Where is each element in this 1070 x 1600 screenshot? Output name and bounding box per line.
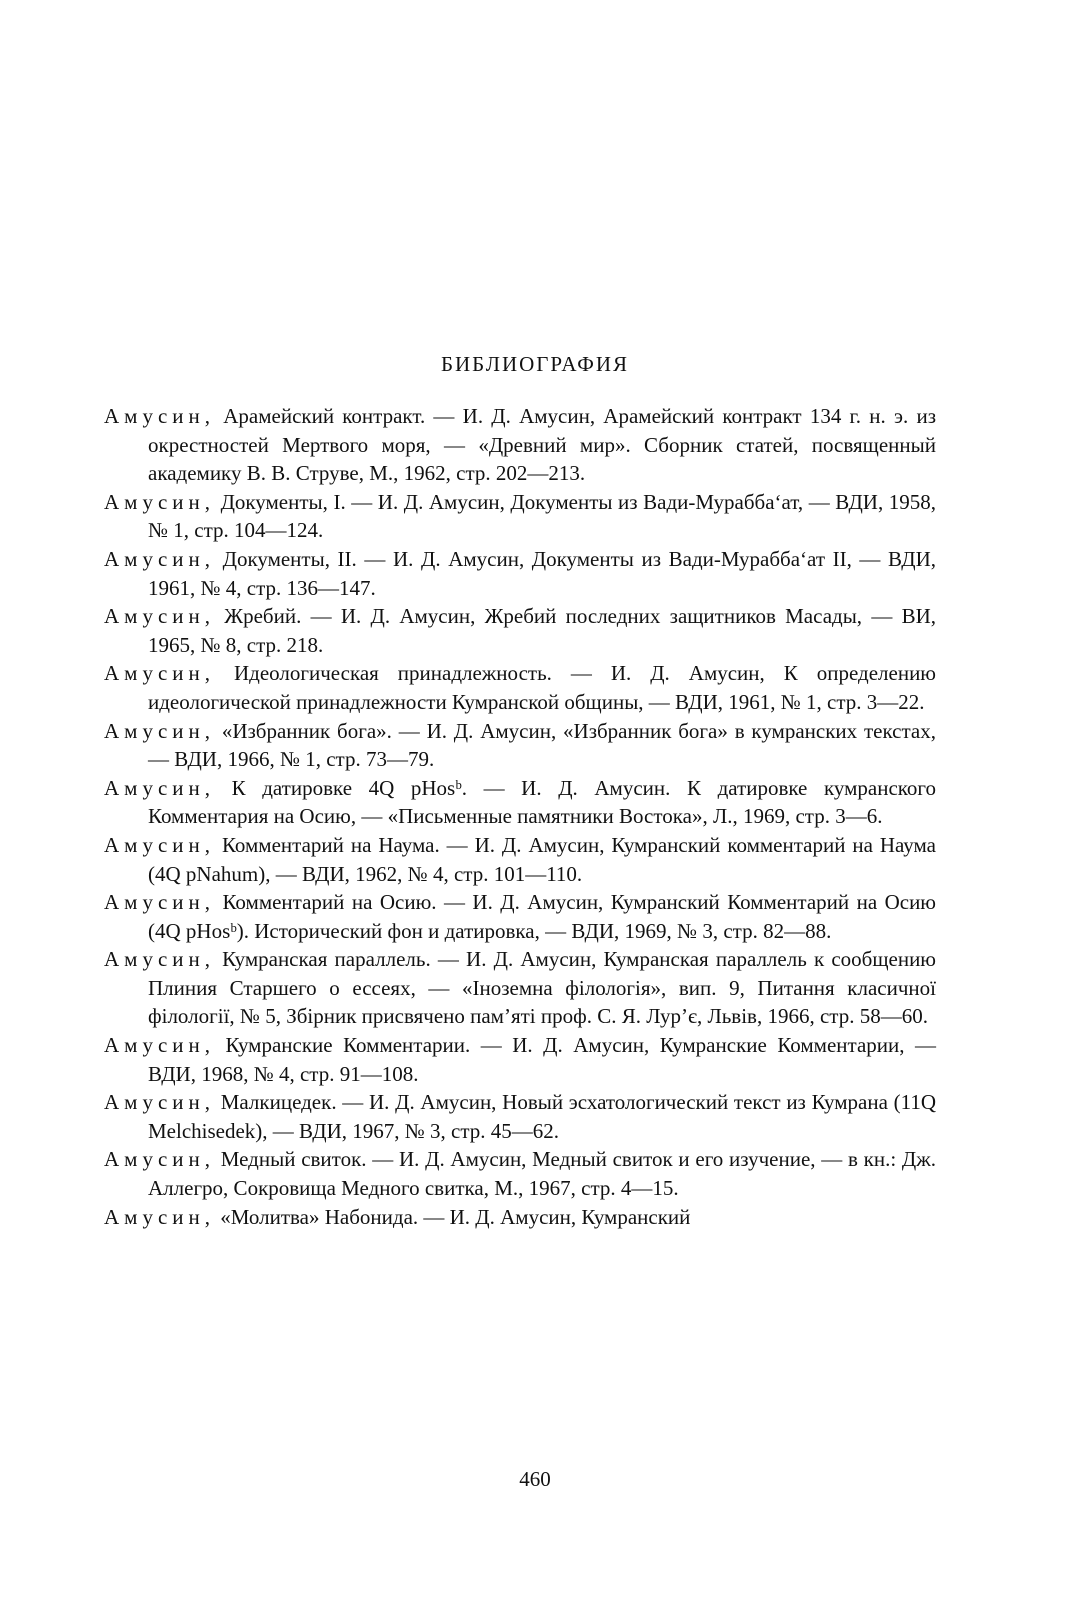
- entry-author: Амусин,: [104, 489, 216, 514]
- entry-author: Амусин,: [104, 832, 216, 857]
- entry-author: Амусин,: [104, 404, 216, 428]
- entry-author: Амусин,: [104, 1090, 216, 1115]
- entry-text: Жребий. — И. Д. Амусин, Жребий последних защитников Масады, — ВИ, 1965, № 8, стр. 218.: [148, 604, 936, 657]
- entry-text: «Молитва» Набонида. — И. Д. Амусин, Кумранский: [215, 1204, 691, 1229]
- entry-text: Малкицедек. — И. Д. Амусин, Новый эсхатологический текст из Кумрана (11Q Melchisedek), — ВДИ, 1967, № 3, стр. 45—62.: [148, 1090, 936, 1143]
- page-number: 460: [519, 1467, 551, 1491]
- entry-text: Кумранские Комментарии. — И. Д. Амусин, Кумранские Комментарии, — ВДИ, 1968, № 4, стр. 91—108.: [148, 1033, 936, 1086]
- bibliography-entry: [104, 659, 936, 716]
- bibliography-list: [104, 402, 936, 1231]
- entry-author: Амусин,: [104, 661, 216, 686]
- entry-text: К датировке 4Q pHosᵇ. — И. Д. Амусин. К датировке кумранского Комментария на Осию, — «Письменные памятники Востока», Л., 1969, стр. 3—6.: [148, 775, 936, 829]
- entry-author: Амусин,: [104, 718, 216, 743]
- entry-author: Амусин,: [104, 1204, 216, 1229]
- entry-author: Амусин,: [104, 947, 216, 972]
- bibliography-entry: [104, 1088, 936, 1145]
- bibliography-entry: [104, 545, 936, 602]
- bibliography-entry: [104, 1031, 936, 1088]
- entry-text: Кумранская параллель. — И. Д. Амусин, Кумранская параллель к сообщению Плиния Старшего о ессеях, — «Іноземна філологія», вип. 9, Питання класичної філології, № 5, Збірник присвячено пам’яті проф. С. Я. Лур’є, Львів, 1966, стр. 58—60.: [148, 947, 936, 1029]
- entry-author: Амусин,: [104, 1033, 216, 1058]
- bibliography-entry: [104, 888, 936, 945]
- bibliography-entry: [104, 1203, 936, 1232]
- entry-text: Документы, I. — И. Д. Амусин, Документы из Вади-Мурабба‘ат, — ВДИ, 1958, № 1, стр. 104—124.: [148, 489, 936, 543]
- bibliography-entry: [104, 831, 936, 888]
- entry-text: Комментарий на Осию. — И. Д. Амусин, Кумранский Комментарий на Осию (4Q pHosᵇ). Исторический фон и датировка, — ВДИ, 1969, № 3, стр. 82—88.: [148, 890, 936, 943]
- bibliography-entry: [104, 1145, 936, 1202]
- entry-text: Идеологическая принадлежность. — И. Д. Амусин, К определению идеологической принадлежности Кумранской общины, — ВДИ, 1961, № 1, стр. 3—22.: [148, 661, 936, 714]
- entry-author: Амусин,: [104, 1147, 216, 1172]
- entry-author: Амусин,: [104, 775, 216, 800]
- entry-author: Амусин,: [104, 546, 216, 571]
- bibliography-entry: [104, 717, 936, 774]
- bibliography-entry: [104, 945, 936, 1031]
- entry-text: Документы, II. — И. Д. Амусин, Документы из Вади-Мурабба‘ат II, — ВДИ, 1961, № 4, стр. 136—147.: [148, 546, 936, 600]
- bibliography-entry: [104, 774, 936, 831]
- entry-text: Медный свиток. — И. Д. Амусин, Медный свиток и его изучение, — в кн.: Дж. Аллегро, Сокровища Медного свитка, М., 1967, стр. 4—15.: [148, 1147, 936, 1201]
- entry-author: Амусин,: [104, 890, 216, 915]
- entry-text: «Избранник бога». — И. Д. Амусин, «Избранник бога» в кумранских текстах, — ВДИ, 1966, № 1, стр. 73—79.: [148, 718, 936, 772]
- bibliography-entry: [104, 488, 936, 545]
- page-title: БИБЛИОГРАФИЯ: [440, 352, 630, 376]
- entry-text: Комментарий на Наума. — И. Д. Амусин, Кумранский комментарий на Наума (4Q pNahum), — ВДИ, 1962, № 4, стр. 101—110.: [148, 832, 936, 886]
- entry-text: Арамейский контракт. — И. Д. Амусин, Арамейский контракт 134 г. н. э. из окрестностей Мертвого моря, — «Древний мир». Сборник статей, посвященный академику В. В. Струве, М., 1962, стр. 202—213.: [148, 404, 936, 486]
- entry-author: Амусин,: [104, 604, 216, 629]
- bibliography-entry: [104, 402, 936, 488]
- bibliography-entry: [104, 602, 936, 659]
